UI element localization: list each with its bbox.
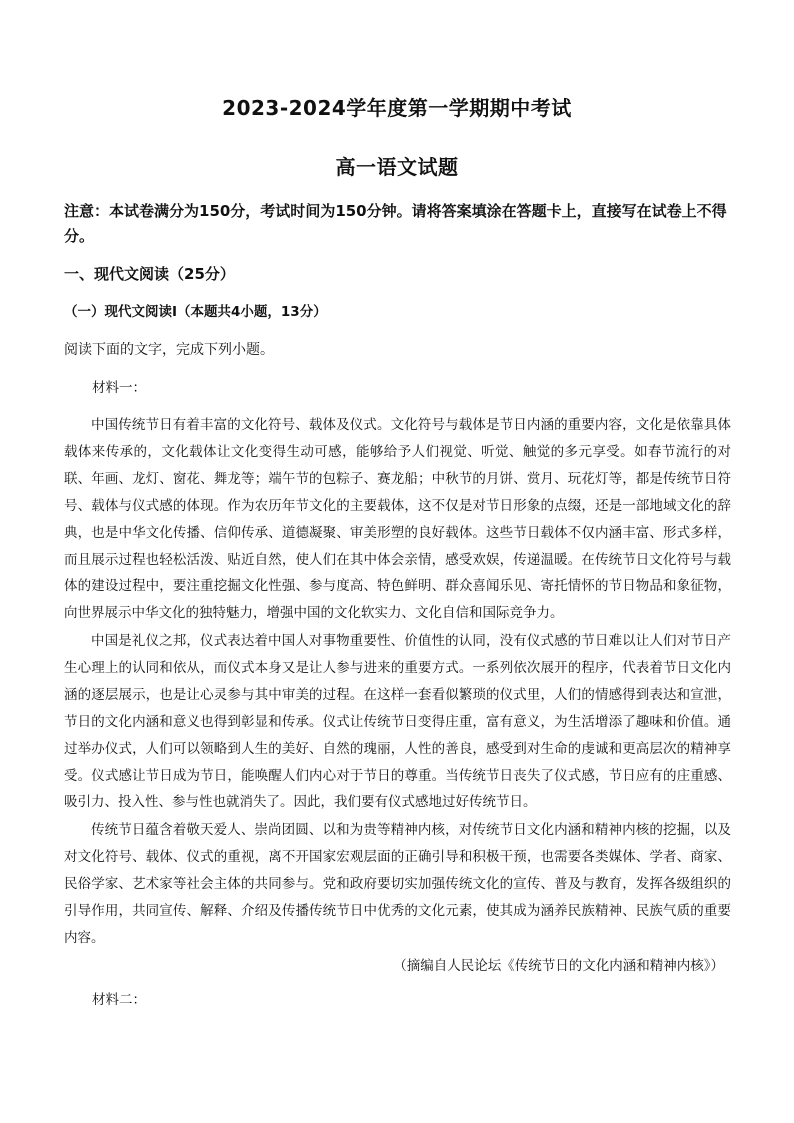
material-one-source: （摘编自人民论坛《传统节日的文化内涵和精神内核》） xyxy=(393,958,724,974)
exam-notice: 注意：本试卷满分为150分，考试时间为150分钟。请将答案填涂在答题卡上，直接写在试卷上不得分。 xyxy=(64,202,727,245)
material-two-label: 材料二： xyxy=(92,992,146,1008)
material-one-paragraph-3: 传统节日蕴含着敬天爱人、崇尚团圆、以和为贵等精神内核，对传统节日文化内涵和精神内核的挖掘，以及对文化符号、载体、仪式的重视，离不开国家宏观层面的正确引导和积极干预，也需要各类媒体、学者、商家、民俗学家、艺术家等社会主体的共同参与。党和政府要切实加强传统文化的宣传、普及与教育，发挥各级组织的引导作用，共同宣传、解释、介绍及传播传统节日中优秀的文化元素，使其成为涵养民族精神、民族气质的重要内容。 xyxy=(64,822,731,946)
exam-subtitle: 高一语文试题 xyxy=(335,155,459,179)
subsection-heading: （一）现代文阅读Ⅰ（本题共4小题，13分） xyxy=(64,304,327,320)
material-one-label: 材料一： xyxy=(92,380,146,396)
material-one-paragraph-1: 中国传统节日有着丰富的文化符号、载体及仪式。文化符号与载体是节日内涵的重要内容，文化是依靠具体载体来传承的，文化载体让文化变得生动可感，能够给予人们视觉、听觉、触觉的多元享受。如春节流行的对联、年画、龙灯、窗花、舞龙等；端午节的包粽子、赛龙船；中秋节的月饼、赏月、玩花灯等，都是传统节日符号、载体与仪式感的体现。作为农历年节文化的主要载体，这不仅是对节日形象的点缀，还是一部地域文化的辞典，也是中华文化传播、信仰传承、道德凝聚、审美形塑的良好载体。这些节日载体不仅内涵丰富、形式多样，而且展示过程也轻松活泼、贴近自然，使人们在其中体会亲情，感受欢娱，传递温暖。在传统节日文化符号与载体的建设过程中，要注重挖掘文化性强、参与度高、特色鲜明、群众喜闻乐见、寄托情怀的节日物品和象征物，向世界展示中华文化的独特魅力，增强中国的文化软实力、文化自信和国际竞争力。 xyxy=(64,417,731,622)
material-one-paragraph-2: 中国是礼仪之邦，仪式表达着中国人对事物重要性、价值性的认同，没有仪式感的节日难以让人们对节日产生心理上的认同和依从，而仪式本身又是让人参与进来的重要方式。一系列依次展开的程序，代表着节日文化内涵的逐层展示，也是让心灵参与其中审美的过程。在这样一套看似繁琐的仪式里，人们的情感得到表达和宣泄，节日的文化内涵和意义也得到彰显和传承。仪式让传统节日变得庄重，富有意义，为生活增添了趣味和价值。通过举办仪式，人们可以领略到人生的美好、自然的瑰丽，人性的善良，感受到对生命的虔诚和更高层次的精神享受。仪式感让节日成为节日，能唤醒人们内心对于节日的尊重。当传统节日丧失了仪式感，节日应有的庄重感、吸引力、投入性、参与性也就消失了。因此，我们要有仪式感地过好传统节日。 xyxy=(64,633,731,811)
exam-title: 2023-2024学年度第一学期期中考试 xyxy=(222,96,572,120)
section-heading: 一、现代文阅读（25分） xyxy=(64,265,235,283)
reading-instruction: 阅读下面的文字，完成下列小题。 xyxy=(64,342,274,358)
